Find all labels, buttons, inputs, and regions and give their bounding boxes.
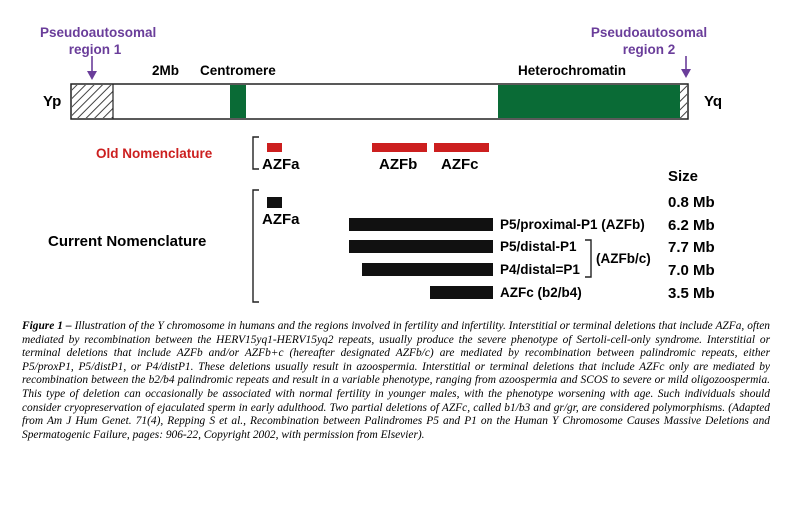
centromere-label: Centromere	[200, 63, 276, 78]
yq-label: Yq	[704, 93, 723, 110]
old-bracket	[253, 137, 259, 169]
scale-label: 2Mb	[152, 63, 179, 78]
par1-region	[72, 85, 113, 118]
azfbc-bracket	[585, 240, 591, 277]
heterochromatin-region	[498, 85, 680, 118]
row-label-p5-proximal: P5/proximal-P1 (AZFb)	[500, 217, 645, 232]
azfbc-group-label: (AZFb/c)	[596, 251, 651, 266]
size-value-1: 0.8 Mb	[668, 194, 715, 211]
old-azfa-bar	[267, 143, 282, 152]
size-value-4: 7.0 Mb	[668, 262, 715, 279]
old-azfa-label: AZFa	[262, 156, 300, 173]
par1-label: Pseudoautosomal region 1	[40, 25, 157, 57]
size-header: Size	[668, 168, 699, 185]
row-label-azfc: AZFc (b2/b4)	[500, 285, 582, 300]
current-bracket	[253, 190, 259, 302]
par2-region	[680, 85, 687, 118]
current-azfa-bar	[267, 197, 282, 208]
row-label-p4-distal: P4/distal=P1	[500, 262, 580, 277]
par2-label: Pseudoautosomal region 2	[590, 25, 708, 57]
old-azfb-bar	[372, 143, 427, 152]
row-label-p5-distal: P5/distal-P1	[500, 239, 577, 254]
current-azfa-label: AZFa	[262, 211, 300, 228]
par2-arrow	[681, 56, 691, 78]
centromere-region	[230, 85, 246, 118]
old-azfc-bar	[434, 143, 489, 152]
figure-label: Figure 1 –	[22, 320, 72, 332]
current-nomenclature-title: Current Nomenclature	[48, 233, 207, 250]
azfc-b2b4-bar	[430, 286, 493, 299]
figure-caption	[22, 320, 770, 442]
p5-distal-bar	[349, 240, 493, 253]
caption-text: Illustration of the Y chromosome in humans and the regions involved in fertility and infertility. Interstitial or terminal deletions that include AZFa, often mediated by recombination between the HERV15yq1-HERV15yq2 repeats, usually produce the severe phenotype of Sertoli-cell-only syndrome. Interstitial or terminal deletions that include AZFb and/or AZFb+c (hereafter designated AZFb/c) are mediated by recombination between palindromic repeats, either P5/proxP1, P5/distP1, or P4/distP1. These deletions usually result in azoospermia. Interstitial or terminal deletions that include AZFc only are mediated by recombination between the b2/b4 palindromic repeats and result in a variable phenotype, ranging from azoospermia and SCOS to severe or mild oligozoospermia. This type of deletion can occasionally be associated with normal fertility in younger males, with the phenotype worsening with age. Such individuals should consider cryopreservation of ejaculated sperm in early adulthood. Two partial deletions of AZFc, called b1/b3 and gr/gr, are considered polymorphisms. (Adapted from Am J Hum Genet. 71(4), Repping S et al., Recombination between Palindromes P5 and P1 on the Human Y Chromosome Causes Massive Deletions and Spermatogenic Failure, pages: 906-22, Copyright 2002, with permission from Elsevier).	[22, 320, 771, 441]
size-value-2: 6.2 Mb	[668, 217, 715, 234]
p5-proximal-bar	[349, 218, 493, 231]
heterochromatin-label: Heterochromatin	[518, 63, 627, 78]
size-value-3: 7.7 Mb	[668, 239, 715, 256]
old-azfb-label: AZFb	[379, 156, 418, 173]
size-value-5: 3.5 Mb	[668, 285, 715, 302]
old-nomenclature-title: Old Nomenclature	[96, 146, 213, 161]
old-azfc-label: AZFc	[441, 156, 479, 173]
yp-label: Yp	[43, 93, 62, 110]
p4-distal-bar	[362, 263, 493, 276]
par1-arrow	[87, 56, 97, 80]
